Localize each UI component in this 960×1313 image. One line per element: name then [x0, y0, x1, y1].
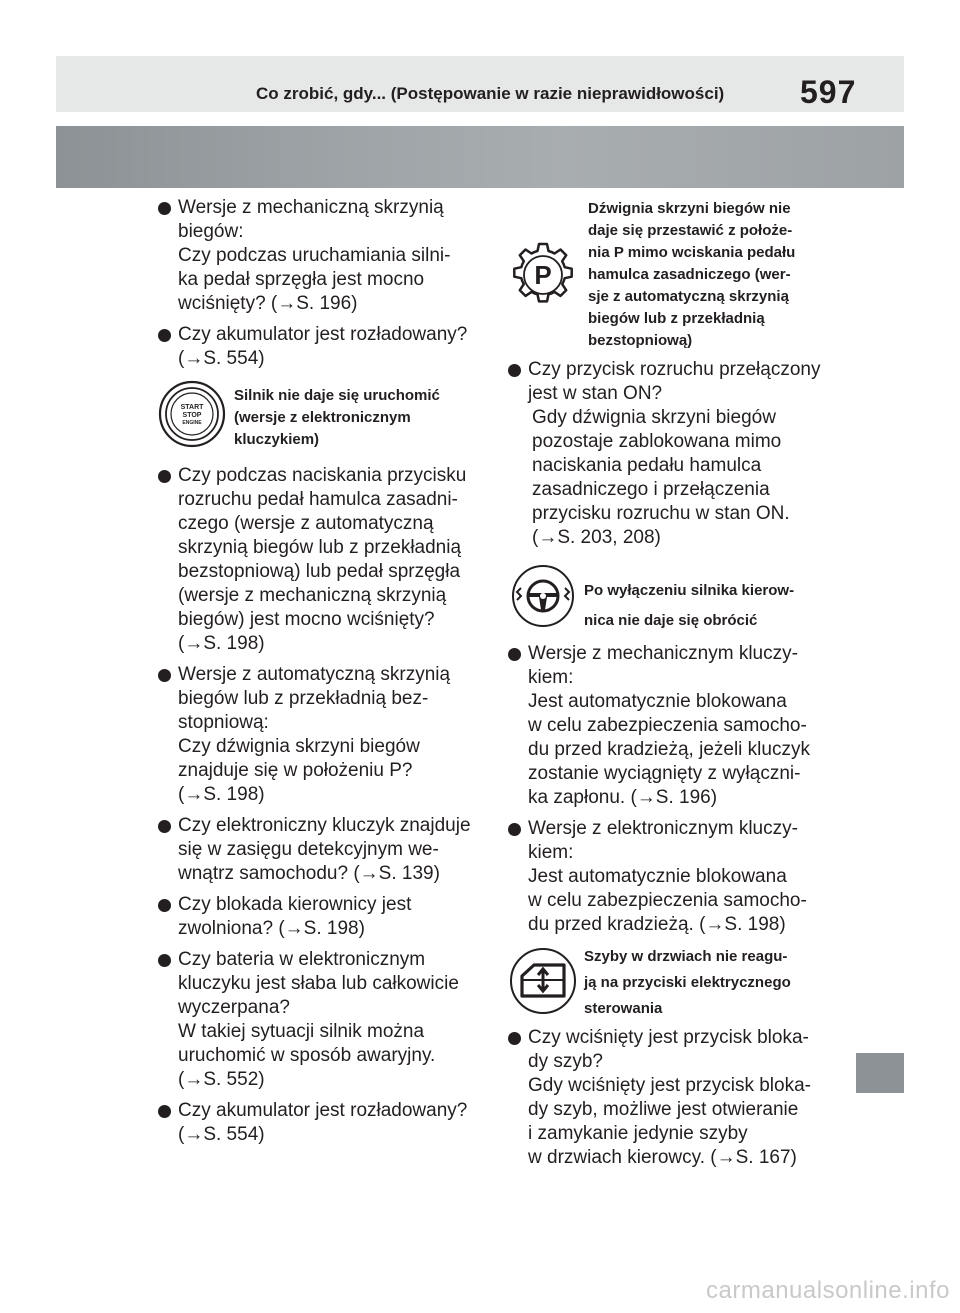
list-item: Wersje z automatyczną skrzynią biegów lub z przekładnią bez- stopniową: Czy dźwignia skrzyni biegów znajduje się w położeniu P? (→S. 198): [158, 663, 484, 807]
svg-text:P: P: [534, 260, 552, 290]
svg-text:STOP: STOP: [182, 412, 202, 419]
left-column: [158, 196, 484, 371]
power-window-icon: [508, 946, 578, 1016]
right-column-mid: [508, 642, 838, 937]
list-item: Wersje z elektronicznym kluczy- kiem: Jest automatycznie blokowana w celu zabezpieczenia samocho- du przed kradzieżą. (→S. 198): [508, 817, 838, 937]
list-item: Czy podczas naciskania przycisku rozruchu pedał hamulca zasadni- czego (wersje z automatyczną skrzynią biegów lub z przekładnią bezstopniową) lub pedał sprzęgła (wersje z mechaniczną skrzynią biegów) jest mocno wciśnięty? (→S. 198): [158, 464, 484, 656]
list-item: Czy blokada kierownicy jest zwolniona? (→S. 198): [158, 893, 484, 941]
right-column-lower: [508, 1026, 838, 1170]
start-stop-button-icon: [158, 380, 226, 448]
page-header-title: Co zrobić, gdy... (Postępowanie w razie nieprawidłowości): [256, 84, 725, 103]
watermark: carmanualsonline.info: [706, 1277, 950, 1304]
section-heading: Dźwignia skrzyni biegów nie daje się przestawić z położe- nia P mimo wciskania pedału hamulca zasadniczego (wer- sje z automatyczną skrzynią biegów lub z przekładnią bezstopniową): [588, 200, 796, 349]
chapter-tab: [856, 1053, 904, 1093]
section-heading: Szyby w drzwiach nie reagu- ją na przyciski elektrycznego sterowania: [584, 948, 791, 1017]
section-heading: Silnik nie daje się uruchomić (wersje z elektronicznym kluczykiem): [234, 387, 440, 448]
svg-text:START: START: [180, 404, 204, 411]
gear-p-icon: [508, 240, 578, 310]
section-band: [56, 126, 904, 188]
left-column-lower: [158, 464, 484, 1147]
steering-lock-icon: [508, 564, 578, 628]
right-column: [508, 358, 838, 550]
list-item: Czy przycisk rozruchu przełączony jest w stan ON? Gdy dźwignia skrzyni biegów pozostaje zablokowana mimo naciskania pedału hamulca zasadniczego i przełączenia przycisku rozruchu w stan ON. (→S. 203, 208): [508, 358, 838, 550]
list-item: Czy wciśnięty jest przycisk bloka- dy szyb? Gdy wciśnięty jest przycisk bloka- dy szyb, możliwe jest otwieranie i zamykanie jedynie szyby w drzwiach kierowcy. (→S. 167): [508, 1026, 838, 1170]
svg-text:ENGINE: ENGINE: [182, 420, 202, 426]
list-item: Wersje z mechanicznym kluczy- kiem: Jest automatycznie blokowana w celu zabezpieczenia samocho- du przed kradzieżą, jeżeli kluczyk zostanie wyciągnięty z wyłączni- ka zapłonu. (→S. 196): [508, 642, 838, 810]
list-item: Czy akumulator jest rozładowany? (→S. 554): [158, 323, 484, 371]
section-heading: Po wyłączeniu silnika kierow- nica nie daje się obrócić: [584, 582, 795, 629]
list-item: Czy akumulator jest rozładowany? (→S. 554): [158, 1099, 484, 1147]
page-number: 597: [800, 74, 857, 110]
list-item: Wersje z mechaniczną skrzynią biegów: Czy podczas uruchamiania silni- ka pedał sprzęgła jest mocno wciśnięty? (→S. 196): [158, 196, 484, 316]
list-item: Czy bateria w elektronicznym kluczyku jest słaba lub całkowicie wyczerpana? W takiej sytuacji silnik można uruchomić w sposób awaryjny. (→S. 552): [158, 948, 484, 1092]
list-item: Czy elektroniczny kluczyk znajduje się w zasięgu detekcyjnym we- wnątrz samochodu? (→S. 139): [158, 814, 484, 886]
